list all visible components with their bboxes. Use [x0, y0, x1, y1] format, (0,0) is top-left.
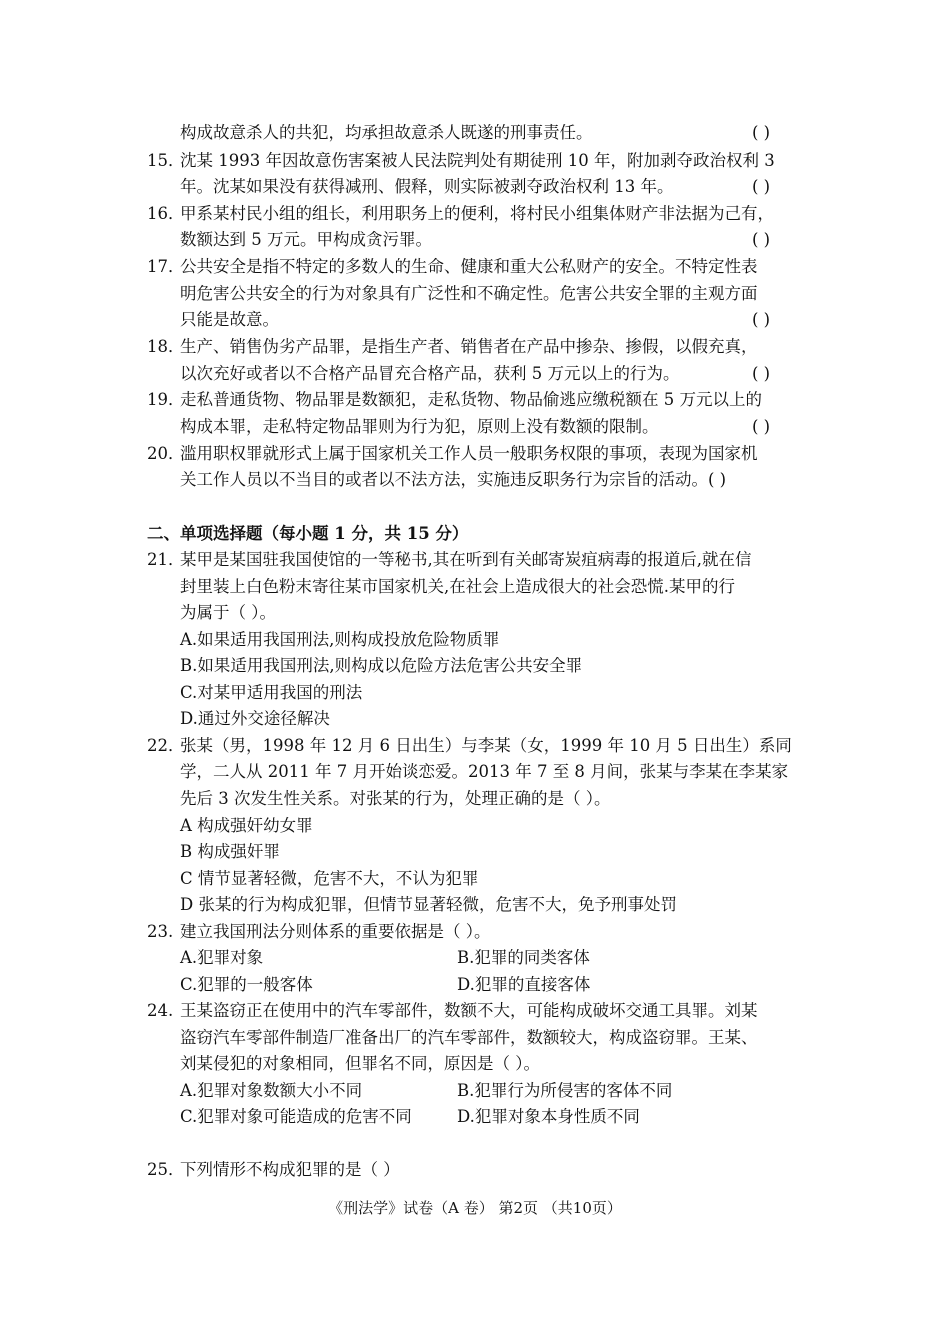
option-23-c[interactable]: C.犯罪的一般客体 [180, 975, 313, 994]
exam-page: 构成故意杀人的共犯，均承担故意杀人既遂的刑事责任。 ( ) 15． 沈某 1993 年因故意伤害案被人民法院判处有期徒刑 10 年，附加剥夺政治权利 3 年。沈某如果没有获得减刑、假释，则实际被剥夺政治权利 13 年。 ( ) 16． 甲系某村民小组的组长，利用职务上的便利，将村民小组集体财产非法据为己有， 数额达到 5 万元。甲构成贪污罪。 ( ) 17． 公共安全是指不特定的多数人的生命、健康和重大公私财产的安全。不特定性表 明危害公共安全的行为对象具有广泛性和不确定性。危害公共安全罪的主观方面 只能是故意。 ( ) 18． 生产、销售伪劣产品罪，是指生产者、销售者在产品中掺杂、掺假，以假充真， 以次充好或者以不合格产品冒充合格产品，获利 5 万元以上的行为。 ( ) 19． 走私普通货物、物品罪是数额犯，走私货物、物品偷逃应缴税额在 5 万元以上的 构成本罪，走私特定物品罪则为行为犯，原则上没有数额的限制。 ( ) 20． 滥用职权罪就形式上属于国家机关工作人员一般职务权限的事项，表现为国家机 关工作人员以不当目的或者以不法方法，实施违反职务行为宗旨的活动。( ) 二、单项选择题（每小题 1 分，共 15 分） 21． 某甲是某国驻我国使馆的一等秘书,其在听到有关邮寄炭疽病毒的报道后,就在信 封里装上白色粉末寄往某市国家机关,在社会上造成很大的社会恐慌.某甲的行 为属于（ ）。 A.如果适用我国刑法,则构成投放危险物质罪 B.如果适用我国刑法,则构成以危险方法危害公共安全罪 C.对某甲适用我国的刑法 D.通过外交途径解决 22． 张某（男，1998 年 12 月 6 日出生）与李某（女，1999 年 10 月 5 日出生）系同 学，二人从 2011 年 7 月开始谈恋爱。2013 年 7 至 8 月间，张某与李某在李某家 先后 3 次发生性关系。对张某的行为，处理正确的是（ ）。 A 构成强奸幼女罪 B 构成强奸罪 C 情节显著轻微，危害不大，不认为犯罪 D 张某的行为构成犯罪，但情节显著轻微，危害不大，免予刑事处罚 23. 建立我国刑法分则体系的重要依据是（ ）。 A.犯罪对象 B.犯罪的同类客体 C.犯罪的一般客体 D.犯罪的直接客体 24. 王某盗窃正在使用中的汽车零部件，数额不大，可能构成破坏交通工具罪。刘某 盗窃汽车零部件制造厂准备出厂的汽车零部件，数额较大，构成盗窃罪。王某、 刘某侵犯的对象相同，但罪名不同，原因是（ ）。 A.犯罪对象数额大小不同 B.犯罪行为所侵害的客体不同 C.犯罪对象可能造成的危害不同 D.犯罪对象本身性质不同 25． 下列情形不构成犯罪的是（ ） 《刑法学》试卷（A 卷） 第2页 （共10页） [0, 0, 950, 1318]
answer-blank[interactable]: ( ) [752, 230, 771, 249]
option-23-a[interactable]: A.犯罪对象 [180, 948, 264, 967]
option-24-c[interactable]: C.犯罪对象可能造成的危害不同 [180, 1107, 412, 1126]
answer-blank[interactable]: ( ) [752, 177, 771, 196]
answer-blank[interactable]: ( ) [752, 310, 771, 329]
option-23-d[interactable]: D.犯罪的直接客体 [457, 975, 591, 994]
option-24-d[interactable]: D.犯罪对象本身性质不同 [457, 1107, 640, 1126]
option-24-b[interactable]: B.犯罪行为所侵害的客体不同 [457, 1081, 673, 1100]
answer-blank[interactable]: ( ) [752, 123, 771, 142]
answer-blank[interactable]: ( ) [752, 364, 771, 383]
option-24-a[interactable]: A.犯罪对象数额大小不同 [180, 1081, 363, 1100]
answer-blank[interactable]: ( ) [752, 417, 771, 436]
option-23-b[interactable]: B.犯罪的同类客体 [457, 948, 590, 967]
page-footer: 《刑法学》试卷（A 卷） 第2页 （共10页） [328, 1199, 622, 1217]
